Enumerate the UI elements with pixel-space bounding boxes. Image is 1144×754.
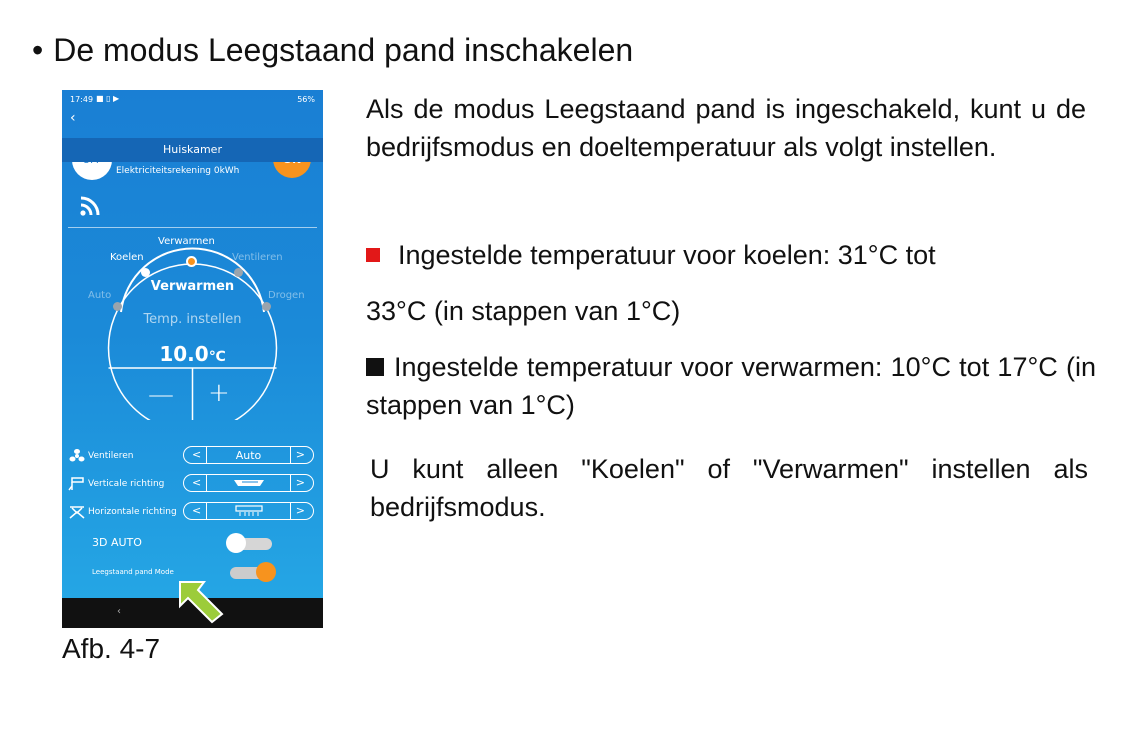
phone-screenshot	[62, 90, 323, 628]
mode-cool-label[interactable]: Koelen	[110, 252, 144, 263]
mode-dial	[62, 90, 323, 420]
room-title: Huiskamer	[62, 138, 323, 162]
fan-prev-icon[interactable]: <	[192, 448, 202, 461]
bullet-cooling-line2: 33°C (in stappen van 1°C)	[366, 296, 681, 326]
bullet-heating	[366, 348, 1096, 424]
vertical-next-icon[interactable]: >	[295, 476, 305, 489]
battery-percent: 56%	[297, 95, 315, 104]
back-icon[interactable]: ‹	[70, 110, 76, 126]
temp-label: Temp. instellen	[143, 312, 242, 327]
mode-dry-dot[interactable]	[262, 302, 271, 311]
mode-paragraph: U kunt alleen "Koelen" of "Verwarmen" instellen als bedrijfsmodus.	[370, 454, 1088, 522]
temp-number: 10.0	[159, 342, 209, 366]
bullet-cooling	[366, 236, 1096, 274]
active-mode: Verwarmen	[150, 279, 235, 294]
fan-row	[68, 446, 318, 466]
black-square-icon	[366, 358, 384, 376]
fan-selector[interactable]	[183, 446, 314, 464]
mode-heat-dot[interactable]	[186, 256, 197, 267]
minus-button[interactable]: —	[148, 380, 174, 410]
fan-label: Ventileren	[88, 451, 134, 461]
3d-auto-label: 3D AUTO	[92, 536, 142, 549]
plus-button[interactable]: +	[208, 378, 230, 408]
horizontal-label: Horizontale richting	[88, 507, 177, 517]
vertical-swing-icon	[68, 477, 86, 491]
intro-paragraph: Als de modus Leegstaand pand is ingeschakeld, kunt u de bedrijfsmodus en doeltemperatuur als volgt instellen.	[366, 94, 1086, 162]
horizontal-louver-icon	[234, 505, 264, 517]
vertical-label: Verticale richting	[88, 479, 165, 489]
notification-icons: ■ ▯ ▶	[96, 94, 120, 103]
3d-auto-toggle[interactable]	[230, 538, 272, 550]
heading-text: De modus Leegstaand pand inschakelen	[53, 32, 634, 68]
figure-caption: Afb. 4-7	[62, 633, 161, 664]
status-time: 17:49	[70, 95, 94, 104]
temp-unit: ℃	[208, 349, 226, 365]
mode-auto-label[interactable]: Auto	[88, 290, 112, 301]
vertical-prev-icon[interactable]: <	[192, 476, 202, 489]
vacant-mode-toggle[interactable]	[230, 567, 272, 579]
electricity-bill: Elektriciteitsrekening 0kWh	[116, 166, 240, 176]
mode-dry-label[interactable]: Drogen	[268, 290, 305, 301]
horizontal-swing-icon	[68, 505, 86, 519]
vertical-selector[interactable]	[183, 474, 314, 492]
fan-icon	[68, 449, 86, 463]
fan-value: Auto	[235, 449, 262, 462]
red-square-icon	[366, 248, 380, 262]
horizontal-row	[68, 502, 318, 522]
mode-cool-dot[interactable]	[141, 268, 150, 277]
horizontal-selector[interactable]	[183, 502, 314, 520]
mode-fan-dot[interactable]	[234, 268, 243, 277]
bullet-heating-text: Ingestelde temperatuur voor verwarmen: 10°C tot 17°C (in stappen van 1°C)	[366, 352, 1096, 420]
pointer-arrow-icon	[174, 580, 226, 624]
mode-auto-dot[interactable]	[113, 302, 122, 311]
fan-next-icon[interactable]: >	[295, 448, 305, 461]
vacant-mode-label: Leegstaand pand Mode	[92, 568, 174, 576]
bullet-cooling-line1: Ingestelde temperatuur voor koelen: 31°C tot	[398, 240, 936, 270]
horizontal-next-icon[interactable]: >	[295, 504, 305, 517]
temp-value	[62, 342, 323, 366]
mode-heat-label[interactable]: Verwarmen	[158, 236, 215, 247]
horizontal-prev-icon[interactable]: <	[192, 504, 202, 517]
page-heading	[32, 30, 633, 70]
mode-fan-label[interactable]: Ventileren	[232, 252, 283, 263]
vertical-row	[68, 474, 318, 494]
vertical-louver-icon	[232, 478, 266, 488]
nav-back-icon[interactable]: ‹	[117, 606, 121, 617]
heading-bullet: •	[32, 32, 44, 68]
